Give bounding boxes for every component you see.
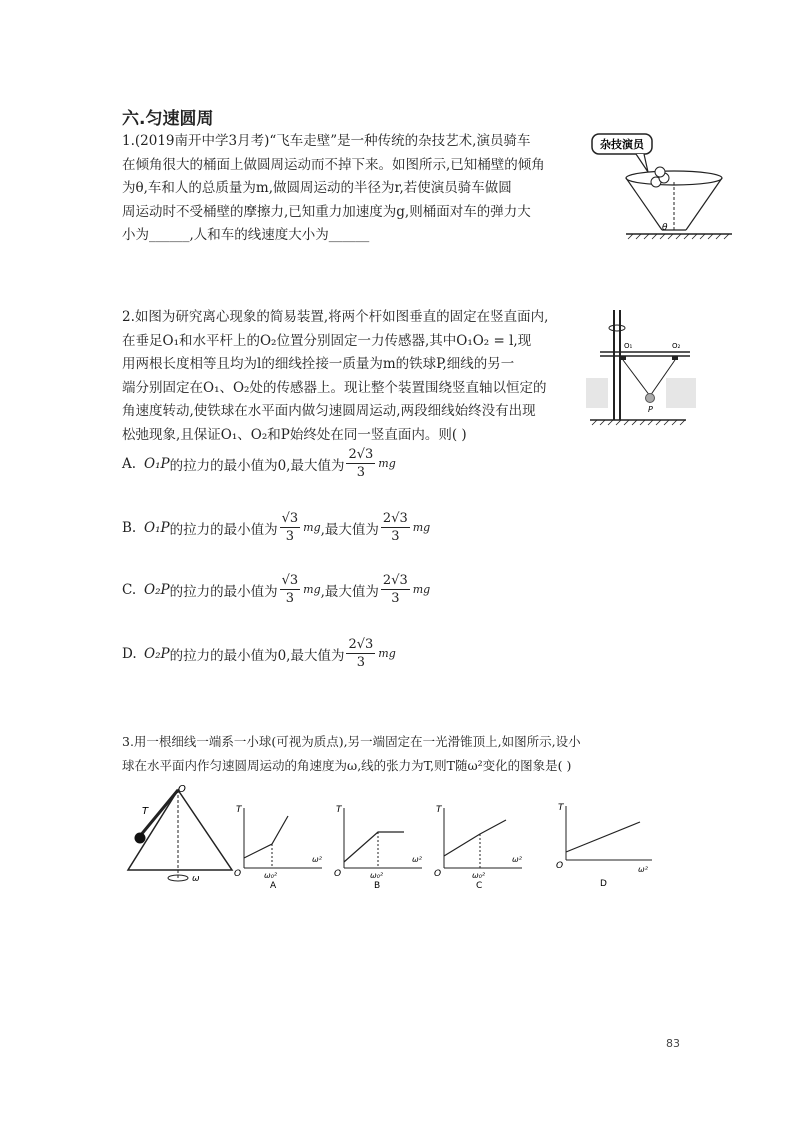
q2-line: 松弛现象,且保证O₁、O₂和P始终处在同一竖直面内。则( ) (122, 426, 467, 443)
q1-figure-funnel (586, 130, 736, 245)
tick-label: ω₀² (264, 871, 278, 880)
q2-figure-apparatus (586, 302, 696, 432)
origin-label: O (434, 869, 442, 879)
q3-text (122, 730, 581, 777)
option-text: 的拉力的最小值为0,最大值为 (169, 457, 345, 474)
q1-line: 小为______,人和车的线速度大小为______ (122, 227, 370, 243)
option-subject: O₂P (144, 581, 170, 598)
q1-line: 周运动时不受桶壁的摩擦力,已知重力加速度为g,则桶面对车的弹力大 (122, 203, 531, 220)
graph-a[interactable] (230, 798, 330, 890)
page-number: 83 (666, 1037, 680, 1050)
sensor-o2 (672, 356, 678, 360)
x-axis-label: ω² (512, 855, 522, 864)
option-label: B. (122, 519, 137, 536)
x-axis-label: ω² (412, 855, 422, 864)
graph-label: A (270, 881, 277, 890)
curve (566, 822, 640, 852)
graph-c[interactable] (430, 798, 530, 890)
curve (344, 832, 404, 862)
q2-line: 端分别固定在O₁、O₂处的传感器上。现让整个装置围绕竖直轴以恒定的 (122, 379, 547, 396)
q1-text (122, 130, 545, 248)
x-axis-label: ω² (638, 865, 648, 874)
option-b[interactable] (122, 510, 430, 545)
callout-label: 杂技演员 (600, 138, 644, 151)
max-fraction: $\frac{2√3}{3}$ (348, 447, 374, 480)
option-subject: O₂P (144, 645, 170, 662)
q2-line: 用两根长度相等且均为l的细线拴接一质量为m的铁球P,细线的另一 (122, 356, 515, 372)
small-ball (135, 833, 146, 844)
q1-line: 1.(2019南开中学3月考)“飞车走壁”是一种传统的杂技艺术,演员骑车 (122, 133, 531, 149)
tick-label: ω₀² (370, 871, 384, 880)
unit-mg: mg (303, 521, 321, 534)
y-axis-label: T (336, 805, 342, 815)
origin-label: O (334, 869, 342, 879)
max-fraction: $\frac{2√3}{3}$ (382, 511, 408, 544)
p-label: P (648, 405, 653, 414)
q2-line: 在垂足O₁和水平杆上的O₂位置分别固定一力传感器,其中O₁O₂ = l,现 (122, 332, 532, 349)
cone-apex-label: O (178, 784, 186, 795)
option-d[interactable] (122, 636, 396, 671)
ground-hatch (628, 234, 729, 239)
min-fraction: $\frac{√3}{3}$ (281, 573, 299, 606)
callout-pointer (636, 154, 648, 172)
sensor-o1 (620, 356, 626, 360)
funnel-right-wall (686, 178, 722, 230)
string-o1p (623, 360, 650, 396)
option-text: ,最大值为 (320, 521, 379, 538)
rider-body (655, 167, 665, 177)
curve (444, 820, 506, 856)
ground-hatch (592, 420, 685, 425)
option-text: 的拉力的最小值为 (169, 521, 278, 538)
unit-mg: mg (378, 647, 396, 660)
graph-b[interactable] (330, 798, 430, 890)
option-label: A. (122, 455, 137, 472)
option-subject: O₁P (144, 519, 170, 536)
max-fraction: $\frac{2√3}{3}$ (382, 573, 408, 606)
y-axis-label: T (236, 805, 242, 815)
o1-label: O₁ (624, 342, 633, 350)
q2-line: 2.如图为研究离心现象的简易装置,将两个杆如图垂直的固定在竖直面内, (122, 309, 549, 325)
graph-label: C (476, 881, 483, 890)
background-patch (586, 378, 608, 408)
section-title: 六.匀速圆周 (122, 109, 214, 129)
q1-line: 为θ,车和人的总质量为m,做圆周运动的半径为r,若使演员骑车做圆 (122, 180, 512, 196)
iron-ball-p (646, 394, 655, 403)
q3-line: 球在水平面内作匀速圆周运动的角速度为ω,线的张力为T,则T随ω²变化的图象是( ) (122, 757, 572, 773)
origin-label: O (556, 861, 564, 871)
unit-mg: mg (378, 457, 396, 470)
q2-line: 角速度转动,使铁球在水平面内做匀速圆周运动,两段细线始终没有出现 (122, 403, 536, 419)
unit-mg: mg (303, 583, 321, 596)
graph-d[interactable] (552, 798, 662, 890)
graph-label: D (600, 879, 607, 889)
q1-line: 在倾角很大的桶面上做圆周运动而不掉下来。如图所示,已知桶壁的倾角 (122, 156, 545, 173)
unit-mg: mg (412, 521, 431, 534)
option-a[interactable] (122, 446, 396, 481)
omega-label: ω (192, 874, 200, 884)
option-text: 的拉力的最小值为0,最大值为 (169, 647, 345, 664)
graph-label: B (374, 881, 381, 890)
tick-label: ω₀² (472, 871, 486, 880)
option-label: D. (122, 645, 137, 662)
option-c[interactable] (122, 572, 430, 607)
background-patch (666, 378, 696, 408)
option-text: 的拉力的最小值为 (169, 583, 278, 600)
q2-text (122, 306, 548, 447)
q3-cone-figure (120, 780, 240, 890)
x-axis-label: ω² (312, 855, 322, 864)
o2-label: O₂ (672, 342, 681, 350)
min-fraction: $\frac{√3}{3}$ (281, 511, 299, 544)
q3-line: 3.用一根细线一端系一小球(可视为质点),另一端固定在一光滑锥顶上,如图所示,设小 (122, 734, 581, 749)
origin-label: O (234, 869, 242, 879)
option-label: C. (122, 581, 137, 598)
curve (244, 816, 288, 858)
y-axis-label: T (558, 803, 564, 813)
theta-label: θ (662, 223, 668, 233)
rotation-arrow (609, 325, 625, 331)
tension-label: T (142, 806, 149, 817)
option-text: ,最大值为 (320, 583, 379, 600)
unit-mg: mg (412, 583, 431, 596)
max-fraction: $\frac{2√3}{3}$ (348, 637, 374, 670)
y-axis-label: T (436, 805, 442, 815)
option-subject: O₁P (144, 455, 170, 472)
